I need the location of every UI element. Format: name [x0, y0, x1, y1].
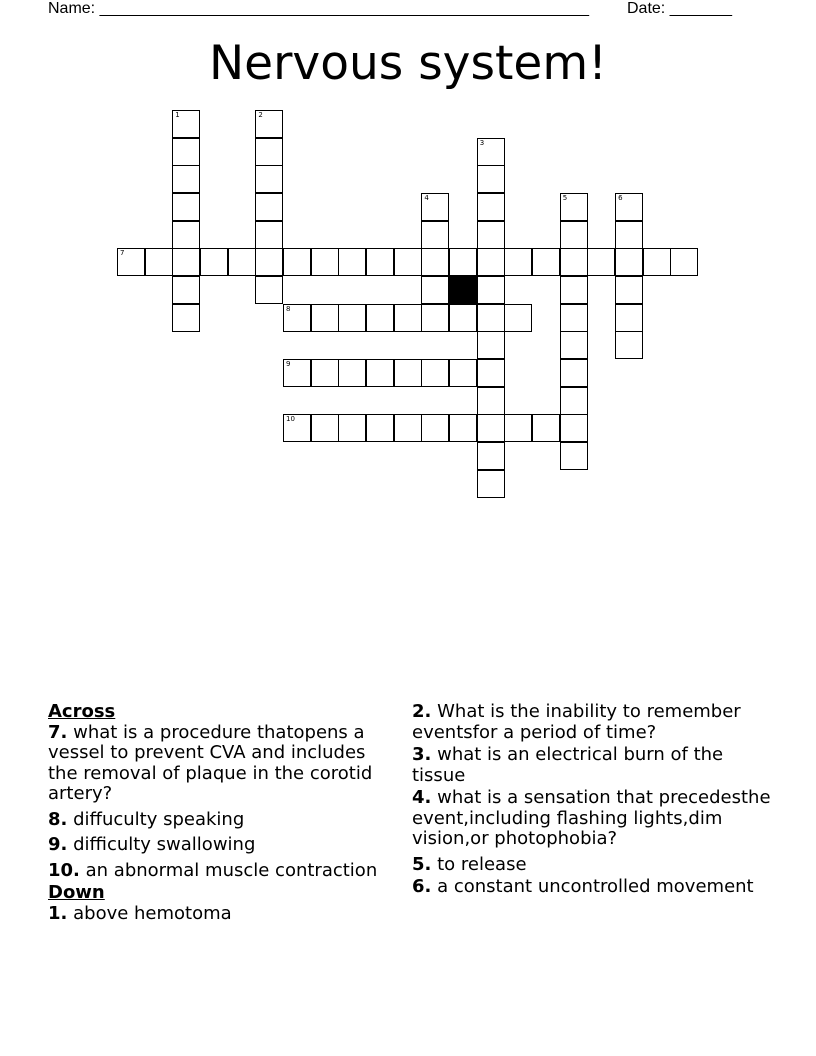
clue-down-2 — [412, 702, 772, 743]
grid-cell[interactable] — [172, 221, 200, 249]
grid-cell[interactable] — [200, 248, 228, 276]
clue-text: a constant uncontrolled movement — [437, 876, 754, 897]
grid-cell[interactable] — [477, 331, 505, 359]
grid-cell[interactable] — [560, 276, 588, 304]
grid-cell[interactable] — [477, 221, 505, 249]
grid-cell[interactable] — [560, 304, 588, 332]
grid-cell[interactable] — [311, 359, 339, 387]
grid-cell[interactable] — [560, 248, 588, 276]
grid-cell[interactable] — [338, 248, 366, 276]
grid-cell[interactable] — [477, 276, 505, 304]
grid-cell[interactable] — [421, 304, 449, 332]
grid-cell[interactable] — [338, 359, 366, 387]
grid-cell[interactable] — [366, 248, 394, 276]
grid-cell[interactable] — [477, 248, 505, 276]
grid-cell[interactable] — [532, 248, 560, 276]
clue-number-label: 4 — [424, 194, 429, 202]
clue-number: 4. — [412, 787, 432, 808]
grid-cell[interactable] — [255, 165, 283, 193]
grid-cell[interactable] — [477, 304, 505, 332]
grid-cell[interactable] — [504, 248, 532, 276]
grid-cell[interactable] — [394, 304, 422, 332]
clue-number: 6. — [412, 876, 432, 897]
clue-text: What is the inability to remember eventsfor a period of time? — [412, 701, 741, 743]
grid-cell[interactable] — [477, 387, 505, 415]
name-field-label: Name: _______________________________________________________ — [48, 0, 589, 17]
grid-cell[interactable] — [366, 359, 394, 387]
grid-cell[interactable] — [394, 248, 422, 276]
clue-number: 1. — [48, 902, 68, 924]
grid-cell[interactable] — [477, 359, 505, 387]
grid-cell[interactable] — [449, 359, 477, 387]
across-heading: Across — [48, 701, 116, 722]
grid-cell[interactable] — [615, 248, 643, 276]
clue-text: to release — [437, 853, 527, 875]
clue-number: 9. — [48, 834, 68, 855]
grid-cell[interactable] — [228, 248, 256, 276]
grid-cell[interactable] — [338, 414, 366, 442]
clue-number-label: 5 — [562, 194, 568, 202]
clue-number-label: 6 — [618, 194, 623, 202]
clue-down-4 — [412, 788, 772, 850]
grid-cell[interactable] — [421, 221, 449, 249]
clue-text: difficulty swallowing — [73, 834, 256, 855]
clue-number: 3. — [412, 744, 432, 765]
grid-cell[interactable] — [366, 304, 394, 332]
grid-cell[interactable] — [560, 442, 588, 470]
grid-cell[interactable] — [255, 221, 283, 249]
grid-cell[interactable] — [615, 221, 643, 249]
grid-cell[interactable] — [504, 304, 532, 332]
grid-cell[interactable] — [172, 248, 200, 276]
clue-number: 7. — [48, 721, 68, 743]
grid-cell[interactable] — [255, 193, 283, 221]
grid-cell[interactable] — [449, 414, 477, 442]
grid-cell[interactable] — [338, 304, 366, 332]
clue-across-8 — [48, 810, 398, 831]
clue-text: what is an electrical burn of the tissue — [412, 744, 724, 786]
down-heading: Down — [48, 882, 105, 903]
grid-cell[interactable] — [421, 414, 449, 442]
grid-cell[interactable] — [421, 276, 449, 304]
grid-cell[interactable] — [145, 248, 173, 276]
clue-text: an abnormal muscle contraction — [85, 859, 378, 881]
clue-text: what is a procedure thatopens a vessel to prevent CVA and includes the removal of plaque in the corotid artery? — [48, 721, 373, 804]
grid-cell[interactable] — [477, 165, 505, 193]
clue-number-label: 2 — [258, 111, 263, 119]
clue-down-6 — [412, 877, 772, 898]
grid-cell[interactable] — [172, 276, 200, 304]
grid-cell[interactable] — [117, 248, 145, 276]
clue-down-1 — [48, 904, 398, 925]
grid-cell-blocked — [449, 276, 477, 304]
grid-cell[interactable] — [615, 276, 643, 304]
clues-column-right — [412, 702, 772, 903]
clue-number-label: 7 — [120, 249, 125, 258]
clue-number-label: 8 — [286, 304, 291, 313]
grid-cell[interactable] — [560, 359, 588, 387]
clue-text: above hemotoma — [73, 902, 232, 924]
grid-cell[interactable] — [587, 248, 615, 276]
grid-cell[interactable] — [311, 304, 339, 332]
grid-cell[interactable] — [255, 138, 283, 166]
grid-cell[interactable] — [421, 193, 449, 221]
grid-cell[interactable] — [394, 359, 422, 387]
clue-number-label: 9 — [286, 360, 291, 368]
grid-cell[interactable] — [311, 248, 339, 276]
grid-cell[interactable] — [283, 304, 311, 332]
grid-cell[interactable] — [615, 304, 643, 332]
grid-cell[interactable] — [477, 414, 505, 442]
grid-cell[interactable] — [560, 387, 588, 415]
page-title: Nervous system! — [209, 36, 607, 91]
clue-down-3 — [412, 745, 772, 786]
clue-number: 10. — [48, 859, 80, 881]
grid-cell[interactable] — [560, 331, 588, 359]
grid-cell[interactable] — [560, 221, 588, 249]
grid-cell[interactable] — [560, 414, 588, 442]
grid-cell[interactable] — [670, 248, 698, 276]
date-field-label: Date: _______ — [627, 0, 732, 17]
grid-cell[interactable] — [477, 470, 505, 498]
crossword-grid — [0, 0, 816, 520]
grid-cell[interactable] — [477, 193, 505, 221]
grid-cell[interactable] — [615, 331, 643, 359]
grid-cell[interactable] — [255, 110, 283, 138]
grid-cell[interactable] — [283, 414, 311, 442]
clue-across-7 — [48, 723, 398, 805]
clue-number: 2. — [412, 701, 432, 722]
grid-cell[interactable] — [172, 304, 200, 332]
grid-cell[interactable] — [255, 248, 283, 276]
clue-number-label: 3 — [479, 138, 485, 147]
clue-number-label: 1 — [175, 111, 180, 119]
grid-cell[interactable] — [449, 304, 477, 332]
clue-number: 8. — [48, 808, 68, 830]
clue-text: diffuculty speaking — [73, 808, 245, 830]
grid-cell[interactable] — [477, 138, 505, 166]
clues-column-left — [48, 702, 398, 929]
grid-cell[interactable] — [532, 414, 560, 442]
grid-cell[interactable] — [421, 248, 449, 276]
grid-cell[interactable] — [394, 414, 422, 442]
grid-cell[interactable] — [504, 414, 532, 442]
clue-across-10 — [48, 861, 398, 882]
grid-cell[interactable] — [172, 110, 200, 138]
grid-cell[interactable] — [366, 414, 394, 442]
grid-cell[interactable] — [172, 193, 200, 221]
clue-across-9 — [48, 835, 398, 856]
grid-cell[interactable] — [172, 165, 200, 193]
clue-text: what is a sensation that precedesthe event,including flashing lights,dim vision,or photophobia? — [412, 787, 771, 849]
grid-cell[interactable] — [283, 248, 311, 276]
grid-cell[interactable] — [615, 193, 643, 221]
grid-cell[interactable] — [477, 442, 505, 470]
grid-cell[interactable] — [311, 414, 339, 442]
grid-cell[interactable] — [255, 276, 283, 304]
grid-cell[interactable] — [643, 248, 671, 276]
grid-cell[interactable] — [449, 248, 477, 276]
grid-cell[interactable] — [283, 359, 311, 387]
clue-number: 5. — [412, 853, 432, 875]
grid-cell[interactable] — [560, 193, 588, 221]
grid-cell[interactable] — [421, 359, 449, 387]
clue-number-label: 10 — [286, 415, 295, 424]
grid-cell[interactable] — [172, 138, 200, 166]
clue-down-5 — [412, 855, 772, 876]
